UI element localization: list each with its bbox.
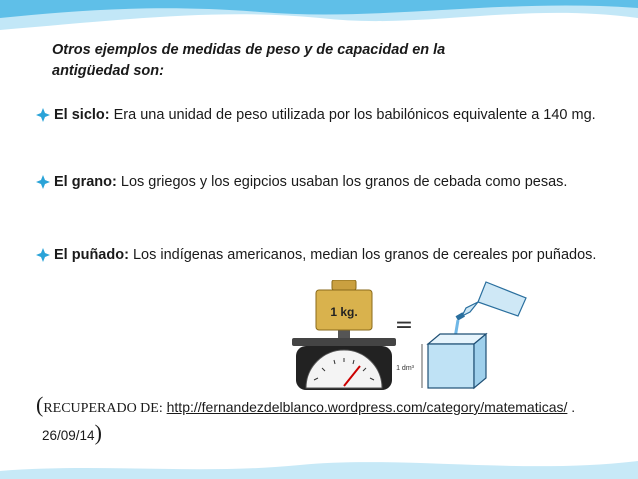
bullet-punado (36, 240, 604, 270)
diamond-bullet-icon (36, 108, 50, 122)
scale-icon (292, 330, 396, 390)
citation-separator: . (567, 399, 576, 415)
weight-label: 1 kg. (330, 305, 358, 319)
intro-heading (52, 40, 572, 82)
diamond-bullet-icon (36, 248, 50, 262)
bullet-grano-text (54, 172, 604, 193)
bullet-description: Los griegos y los egipcios usaban los granos de cebada como pesas. (120, 174, 568, 190)
citation-date: 26/09/14 (42, 428, 95, 443)
bullet-siclo (36, 105, 604, 126)
volume-label: 1 dm³ (396, 365, 414, 372)
bottom-wave-decoration (0, 449, 638, 479)
bullet-punado-text (54, 240, 604, 270)
bullet-term: El grano: (54, 174, 117, 190)
bullet-description: Era una unidad de peso utilizada por los babilónicos equivalente a 140 mg. (113, 107, 596, 123)
citation-label: RECUPERADO DE: (43, 401, 163, 416)
citation-close-paren: ) (94, 420, 102, 445)
citation (36, 393, 606, 448)
bullet-description: Los indígenas americanos, median los granos de cereales por puñados. (132, 247, 597, 263)
bullet-grano (36, 172, 604, 193)
equals-sign: = (394, 313, 414, 338)
citation-link[interactable]: http://fernandezdelblanco.wordpress.com/category/matematicas/ (166, 399, 568, 415)
water-cube-icon (428, 334, 486, 388)
citation-open-paren: ( (36, 392, 44, 417)
weight-volume-illustration (290, 280, 530, 390)
diamond-bullet-icon (36, 175, 50, 189)
intro-line-2: antigüedad son: (52, 63, 164, 79)
intro-line-1: Otros ejemplos de medidas de peso y de capacidad en la (52, 42, 446, 58)
bullet-siclo-text (54, 105, 604, 126)
bullet-term: El siclo: (54, 107, 110, 123)
bullet-term: El puñado: (54, 247, 129, 263)
bottle-icon (456, 282, 526, 321)
